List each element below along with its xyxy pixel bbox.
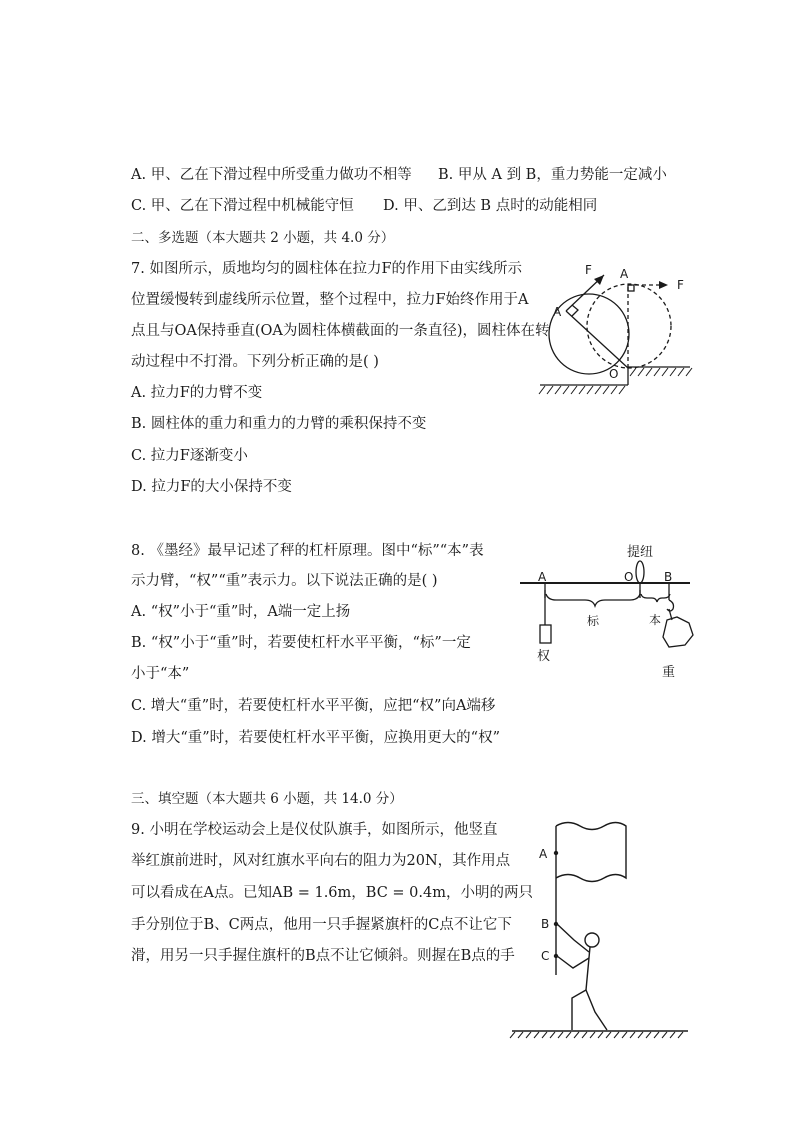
q7-option-d: D. 拉力F的大小保持不变 bbox=[131, 479, 292, 495]
label-o: O bbox=[609, 367, 619, 381]
q7-cylinder-figure bbox=[530, 255, 700, 405]
label-ben: 本 bbox=[649, 613, 662, 627]
q8-option-a: A. “权”小于“重”时，A端一定上扬 bbox=[131, 604, 351, 620]
lower-arm bbox=[557, 956, 589, 968]
q8-option-b-line-1: B. “权”小于“重”时，若要使杠杆水平平衡，“标”一定 bbox=[131, 635, 471, 651]
lifting-loop bbox=[636, 561, 644, 583]
q6-option-c: C. 甲、乙在下滑过程中机械能守恒 bbox=[131, 198, 354, 214]
right-angle-marker bbox=[628, 285, 634, 291]
label-a: A bbox=[539, 847, 548, 861]
label-b: B bbox=[541, 917, 550, 931]
q7-stem-line-4: 动过程中不打滑。下列分析正确的是( ) bbox=[131, 354, 379, 370]
q6-option-b: B. 甲从 A 到 B，重力势能一定减小 bbox=[438, 167, 667, 183]
right-angle-marker-solid bbox=[572, 305, 578, 316]
label-tiniu: 提纽 bbox=[627, 545, 654, 560]
right-leg bbox=[586, 990, 607, 1030]
q7-stem-line-2: 位置缓慢转到虚线所示位置，整个过程中，拉力F始终作用于A bbox=[131, 292, 529, 308]
q8-option-d: D. 增大“重”时，若要使杠杆水平平衡，应换用更大的“权” bbox=[131, 730, 500, 746]
body bbox=[586, 947, 590, 990]
section-heading-multiple-choice: 二、多选题（本大题共 2 小题，共 4.0 分） bbox=[131, 230, 395, 246]
dashed-cylinder-circle bbox=[587, 284, 671, 368]
head bbox=[585, 933, 599, 947]
q6-option-a: A. 甲、乙在下滑过程中所受重力做功不相等 bbox=[131, 167, 412, 183]
label-biao: 标 bbox=[587, 614, 600, 628]
label-a: A bbox=[538, 570, 547, 584]
quan-weight bbox=[540, 625, 551, 643]
flag bbox=[556, 823, 626, 882]
q9-stem-line-3: 可以看成在A点。已知AB = 1.6m，BC = 0.4m，小明的两只 bbox=[131, 885, 533, 901]
label-c: C bbox=[541, 949, 550, 963]
q9-stem-line-2: 举红旗前进时，风对红旗水平向右的阻力为20N，其作用点 bbox=[131, 853, 511, 869]
q7-option-b: B. 圆柱体的重力和重力的力臂的乘积保持不变 bbox=[131, 416, 427, 432]
biao-brace bbox=[546, 594, 640, 606]
q9-flag-bearer-figure bbox=[505, 820, 695, 1045]
q7-option-c: C. 拉力F逐渐变小 bbox=[131, 448, 248, 464]
label-f-dashed: F bbox=[677, 278, 684, 292]
left-leg bbox=[572, 990, 586, 1030]
label-f-solid: F bbox=[585, 263, 592, 277]
arrowhead-dashed bbox=[659, 281, 668, 289]
point-a-dot bbox=[554, 851, 558, 855]
q9-stem-line-5: 滑，用另一只手握住旗杆的B点不让它倾斜。则握在B点的手 bbox=[131, 948, 515, 964]
q8-option-b-line-2: 小于“本” bbox=[131, 666, 190, 682]
upper-arm bbox=[557, 924, 589, 952]
point-b-dot bbox=[554, 922, 558, 926]
zhong-hook bbox=[667, 600, 674, 611]
label-b: B bbox=[664, 570, 673, 584]
q6-option-d: D. 甲、乙到达 B 点时的动能相同 bbox=[383, 198, 598, 214]
diameter-oa-solid bbox=[566, 311, 628, 368]
q9-stem-line-4: 手分别位于B、C两点，他用一只手握紧旗杆的C点不让它下 bbox=[131, 917, 512, 933]
section-heading-fill-in: 三、填空题（本大题共 6 小题，共 14.0 分） bbox=[131, 791, 403, 807]
q8-steelyard-figure bbox=[515, 540, 695, 685]
point-c-dot bbox=[554, 954, 558, 958]
q9-stem-line-1: 9. 小明在学校运动会上是仪仗队旗手，如图所示，他竖直 bbox=[131, 822, 498, 838]
q7-stem-line-1: 7. 如图所示，质地均匀的圆柱体在拉力F的作用下由实线所示 bbox=[131, 261, 523, 277]
label-a-dashed: A bbox=[620, 267, 629, 281]
q8-option-c: C. 增大“重”时，若要使杠杆水平平衡，应把“权”向A端移 bbox=[131, 698, 496, 714]
ben-brace bbox=[641, 594, 670, 602]
q8-stem-line-2: 示力臂，“权”“重”表示力。以下说法正确的是( ) bbox=[131, 573, 438, 589]
label-quan: 权 bbox=[537, 649, 551, 664]
label-zhong: 重 bbox=[662, 665, 676, 680]
label-a-solid: A bbox=[553, 305, 562, 319]
label-o: O bbox=[624, 570, 634, 584]
q7-option-a: A. 拉力F的力臂不变 bbox=[131, 385, 263, 401]
q7-stem-line-3: 点且与OA保持垂直(OA为圆柱体横截面的一条直径)，圆柱体在转 bbox=[131, 323, 550, 339]
q8-stem-line-1: 8. 《墨经》最早记述了秤的杠杆原理。图中“标”“本”表 bbox=[131, 543, 484, 559]
zhong-rock bbox=[663, 617, 693, 647]
